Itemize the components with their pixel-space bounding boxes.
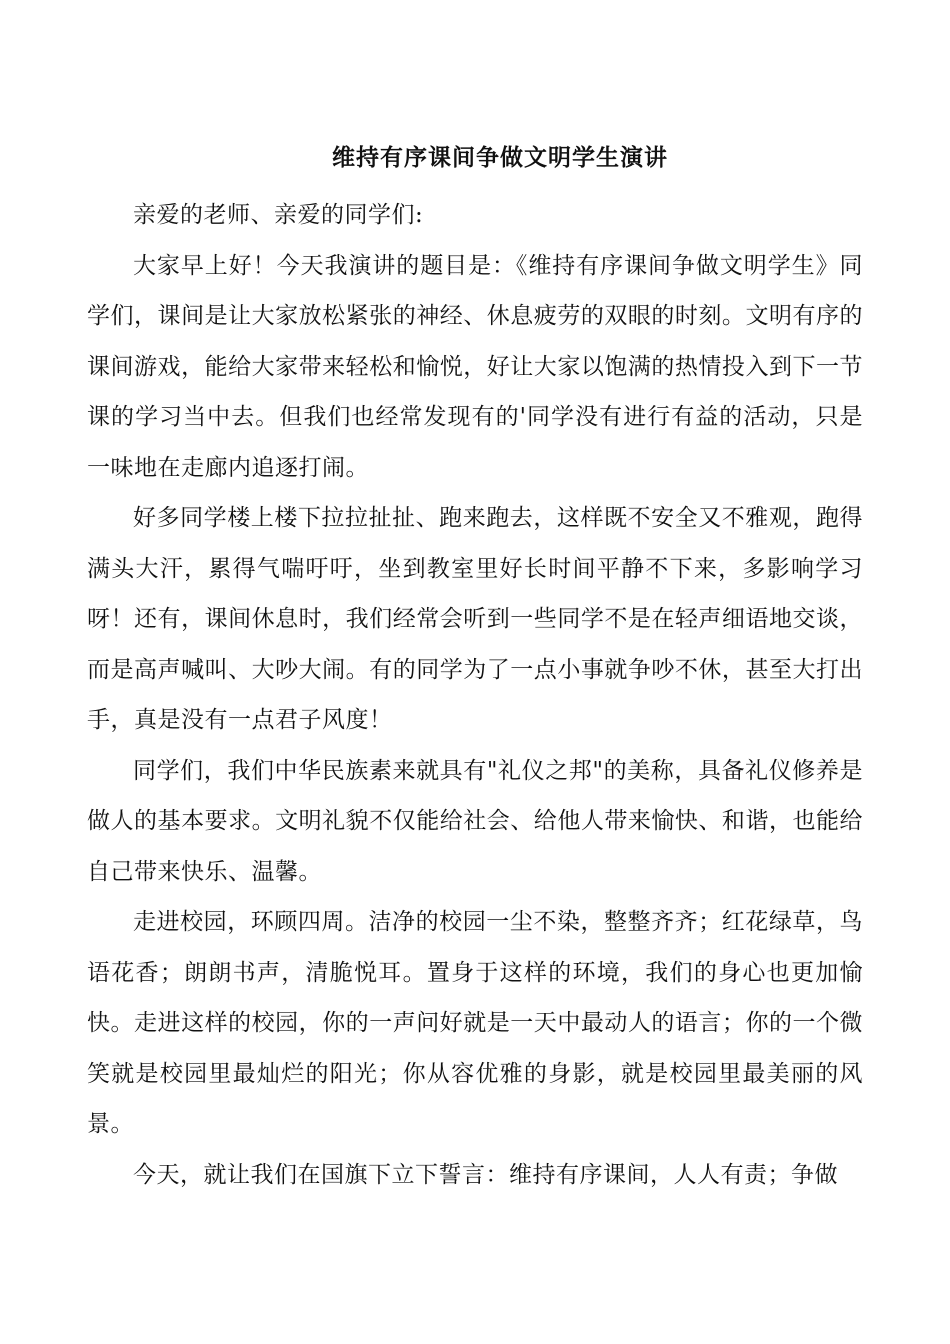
document-title: 维持有序课间争做文明学生演讲 — [332, 144, 668, 171]
paragraph: 好多同学楼上楼下拉拉扯扯、跑来跑去，这样既不安全又不雅观，跑得满头大汗，累得气喘吁吁，坐到教室里好长时间平静不下来，多影响学习呀！还有，课间休息时，我们经常会听到一些同学不是在轻声细语地交谈，而是高声喊叫、大吵大闹。有的同学为了一点小事就争吵不休，甚至大打出手，真是没有一点君子风度！ — [87, 505, 863, 733]
paragraph-greeting: 亲爱的老师、亲爱的同学们: — [133, 202, 424, 228]
paragraph: 走进校园，环顾四周。洁净的校园一尘不染，整整齐齐；红花绿草，鸟语花香；朗朗书声，清脆悦耳。置身于这样的环境，我们的身心也更加愉快。走进这样的校园，你的一声问好就是一天中最动人的语言；你的一个微笑就是校园里最灿烂的阳光；你从容优雅的身影，就是校园里最美丽的风景。 — [87, 909, 863, 1137]
paragraph: 今天，就让我们在国旗下立下誓言：维持有序课间，人人有责；争做 — [133, 1161, 838, 1188]
document-body — [87, 190, 863, 1200]
paragraph: 大家早上好！今天我演讲的题目是：《维持有序课间争做文明学生》同学们，课间是让大家放松紧张的神经、休息疲劳的双眼的时刻。文明有序的课间游戏，能给大家带来轻松和愉悦，好让大家以饱满的热情投入到下一节课的学习当中去。但我们也经常发现有的'同学没有进行有益的活动，只是一味地在走廊内追逐打闹。 — [87, 252, 863, 481]
paragraph: 同学们，我们中华民族素来就具有"礼仪之邦"的美称，具备礼仪修养是做人的基本要求。文明礼貌不仅能给社会、给他人带来愉快、和谐，也能给自己带来快乐、温馨。 — [87, 757, 863, 885]
